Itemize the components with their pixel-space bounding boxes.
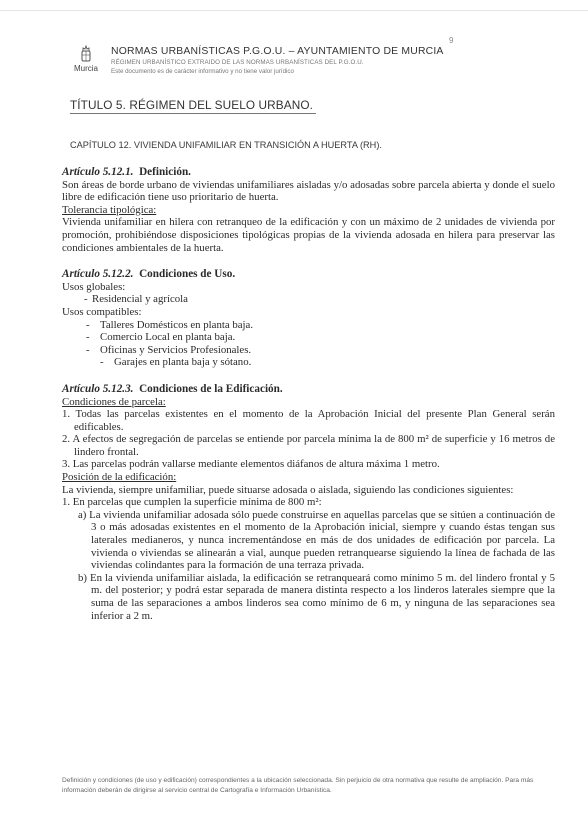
page-number: 9 <box>449 36 454 45</box>
article-5-12-1-heading: Artículo 5.12.1. Definición. <box>62 166 191 178</box>
logo-wordmark: Murcia <box>73 64 98 73</box>
posicion-subitem-b: b) En la vivienda unifamiliar aislada, la edificación se retranqueará como mínimo 5 m. del lindero frontal y 5 m. del posterior; y podrá estar separada de manera distinta respecto a los linderos laterales siempre que la suma de las separaciones a ambos linderos sea como mínimo de 6 m, y ninguna de las separaciones sea inferior a 2 m. <box>78 571 555 622</box>
header-disclaimer: Este documento es de carácter informativo y no tiene valor jurídico <box>111 68 294 75</box>
uso-global-item: - Residencial y agrícola <box>62 293 555 306</box>
article-5-12-3-heading: Artículo 5.12.3. Condiciones de la Edificación. <box>62 382 283 395</box>
condiciones-parcela-label: Condiciones de parcela: <box>62 395 166 408</box>
header-title: NORMAS URBANÍSTICAS P.G.O.U. – AYUNTAMIENTO DE MURCIA <box>111 46 444 57</box>
tolerancia-text: Vivienda unifamiliar en hilera con retranqueo de la edificación y con un máximo de 2 unidades de vivienda por promoción, prohibiéndose disposiciones tipológicas propias de la vivienda adosada en hilera para preservar las condiciones ambientales de la huerta. <box>62 216 555 254</box>
uso-compatible-item: - Oficinas y Servicios Profesionales. <box>62 344 555 357</box>
posicion-edificacion-label: Posición de la edificación: <box>62 471 177 484</box>
top-edge-line <box>0 0 588 11</box>
crest-icon <box>80 44 92 64</box>
article-5-12-1-text: Son áreas de borde urbano de viviendas unifamiliares aisladas y/o adosadas sobre parcela abierta y donde el suelo libre de edificación tiene uso prioritario de huerta. <box>62 178 555 204</box>
usos-globales-label: Usos globales: <box>62 280 126 293</box>
murcia-logo <box>68 44 104 80</box>
parcela-item: 2. A efectos de segregación de parcelas se entiende por parcela mínima la de 800 m² de superficie y 16 metros de lindero frontal. <box>62 433 555 458</box>
uso-compatible-item: - Comercio Local en planta baja. <box>62 331 555 344</box>
footer-note: Definición y condiciones (de uso y edificación) correspondientes a la ubicación seleccionada. Sin perjuicio de otra normativa que resulte de ampliación. Para más información deberán de dirigirse al servicio central de Cartografía e Información Urbanística. <box>62 777 534 794</box>
uso-compatible-item: - Talleres Domésticos en planta baja. <box>62 319 555 332</box>
usos-compatibles-label: Usos compatibles: <box>62 305 142 318</box>
titulo-heading: TÍTULO 5. RÉGIMEN DEL SUELO URBANO. <box>70 98 316 114</box>
posicion-edificacion-text: La vivienda, siempre unifamiliar, puede situarse adosada o aislada, siguiendo las condiciones siguientes: <box>62 483 514 496</box>
tolerancia-subheading: Tolerancia tipológica: <box>62 203 157 216</box>
parcela-item: 3. Las parcelas podrán vallarse mediante elementos diáfanos de altura máxima 1 metro. <box>62 458 440 471</box>
document-body <box>62 166 555 622</box>
posicion-item: 1. En parcelas que cumplen la superficie mínima de 800 m²: <box>62 496 322 509</box>
posicion-subitem-a: a) La vivienda unifamiliar adosada sólo puede construirse en aquellas parcelas que se sitúen a continuación de 3 o más adosadas existentes en el momento de la Aprobación inicial, siempre y cuando éstas tengan sus laterales medianeros, y nunca incrementándose en más de dos unidades de edificación por parcela. La vivienda o viviendas se alinearán a vial, aunque pueden retranquearse siguiendo la línea de fachada de las viviendas colindantes para la formación de una terraza privada. <box>78 508 555 572</box>
capitulo-heading: CAPÍTULO 12. VIVIENDA UNIFAMILIAR EN TRANSICIÓN A HUERTA (RH). <box>70 140 382 150</box>
parcela-item: 1. Todas las parcelas existentes en el momento de la Aprobación Inicial del presente Plan General serán edificables. <box>62 408 555 433</box>
header-subtitle: RÉGIMEN URBANÍSTICO EXTRAIDO DE LAS NORMAS URBANÍSTICAS DEL P.G.O.U. <box>111 59 364 66</box>
uso-compatible-subitem: - Garajes en planta baja y sótano. <box>62 356 555 369</box>
article-5-12-2-heading: Artículo 5.12.2. Condiciones de Uso. <box>62 268 236 281</box>
